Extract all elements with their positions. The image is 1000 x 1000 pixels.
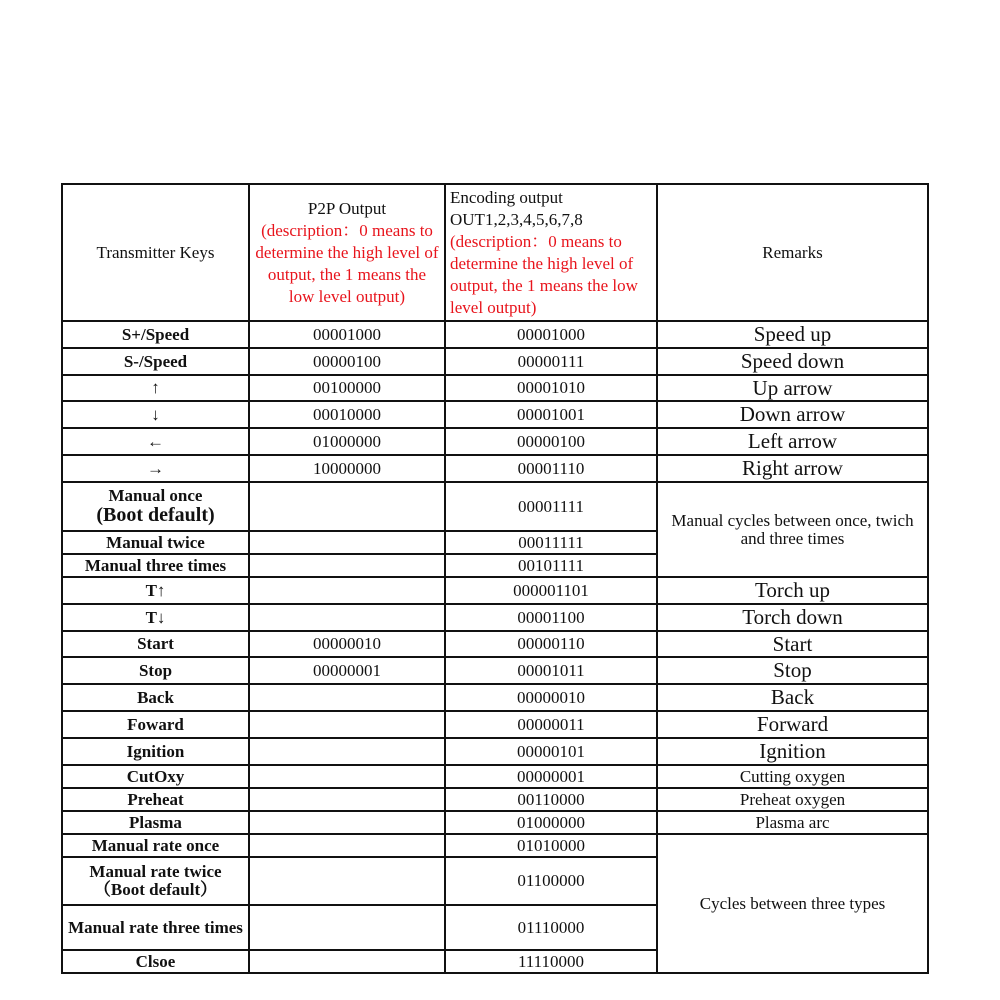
key-cell: S-/Speed [62,348,249,375]
encoding-output-cell: 00001001 [445,401,657,428]
key-cell: T↑ [62,577,249,604]
header-row [62,184,928,321]
encoding-output-cell: 01000000 [445,811,657,834]
p2p-output-cell [249,788,445,811]
key-cell: Manual three times [62,554,249,577]
encoding-description: (description：0 means to determine the high level of output, the 1 means the low level output) [450,231,638,317]
key-cell: T↓ [62,604,249,631]
remark-cell: Speed down [657,348,928,375]
remark-cell: Preheat oxygen [657,788,928,811]
encoding-output-cell: 00000111 [445,348,657,375]
key-cell: ↓ [62,401,249,428]
remark-cell: Start [657,631,928,657]
key-cell: ← [62,428,249,455]
table-row [62,711,928,738]
table-row [62,834,928,857]
remark-cell: Cutting oxygen [657,765,928,788]
header-keys: Transmitter Keys [62,184,249,321]
remark-cell: Left arrow [657,428,928,455]
p2p-output-cell: 10000000 [249,455,445,482]
key-cell: Foward [62,711,249,738]
encoding-output-cell: 00001000 [445,321,657,348]
encoding-output-cell: 00001010 [445,375,657,401]
p2p-output-cell: 01000000 [249,428,445,455]
p2p-output-cell [249,834,445,857]
header-p2p [249,184,445,321]
p2p-output-cell [249,531,445,554]
table-row [62,657,928,684]
remark-cell: Speed up [657,321,928,348]
key-label: Manual once [108,486,203,506]
p2p-title: P2P Output [307,198,387,218]
key-label: Manual rate twice [89,862,222,882]
encoding-output-cell: 00000100 [445,428,657,455]
remark-cell: Plasma arc [657,811,928,834]
key-sublabel: (Boot default) [96,503,215,526]
encoding-output-cell: 000001101 [445,577,657,604]
key-cell: CutOxy [62,765,249,788]
key-sublabel: （Boot default） [93,880,218,899]
p2p-output-cell [249,765,445,788]
table-row [62,631,928,657]
encoding-output-cell: 00000001 [445,765,657,788]
table-row [62,684,928,711]
encoding-output-cell: 00000010 [445,684,657,711]
key-cell: Manual rate three times [62,905,249,950]
table-row [62,577,928,604]
header-encoding [445,184,657,321]
remark-cell: Manual cycles between once, twich and three times [657,482,928,577]
key-cell: Preheat [62,788,249,811]
p2p-output-cell: 00000001 [249,657,445,684]
encoding-output-cell: 00000110 [445,631,657,657]
table-row [62,765,928,788]
key-cell [62,857,249,905]
header-remarks: Remarks [657,184,928,321]
remark-cell: Torch up [657,577,928,604]
key-code-table [61,183,929,974]
key-cell: ↑ [62,375,249,401]
table-row [62,811,928,834]
p2p-output-cell: 00100000 [249,375,445,401]
encoding-output-cell: 00110000 [445,788,657,811]
key-cell: Clsoe [62,950,249,973]
remark-cell: Up arrow [657,375,928,401]
p2p-output-cell [249,905,445,950]
p2p-output-cell [249,738,445,765]
table-row [62,428,928,455]
encoding-output-cell: 00001111 [445,482,657,531]
table-row [62,375,928,401]
key-cell: Manual twice [62,531,249,554]
p2p-description: (description：0 means to determine the high level of output, the 1 means the low level output) [255,220,439,306]
encoding-output-cell: 00011111 [445,531,657,554]
encoding-output-cell: 00000101 [445,738,657,765]
key-cell: Ignition [62,738,249,765]
p2p-output-cell: 00000010 [249,631,445,657]
table-row [62,482,928,531]
key-cell [62,482,249,531]
remark-cell: Cycles between three types [657,834,928,973]
table-row [62,455,928,482]
p2p-output-cell: 00000100 [249,348,445,375]
encoding-output-cell: 01110000 [445,905,657,950]
encoding-output-cell: 00001100 [445,604,657,631]
encoding-output-cell: 00001011 [445,657,657,684]
key-cell: Stop [62,657,249,684]
encoding-output-cell: 00101111 [445,554,657,577]
remark-cell: Right arrow [657,455,928,482]
p2p-output-cell [249,577,445,604]
p2p-output-cell [249,857,445,905]
table-row [62,788,928,811]
key-cell: Start [62,631,249,657]
p2p-output-cell: 00001000 [249,321,445,348]
table-row [62,401,928,428]
p2p-output-cell [249,950,445,973]
key-cell: Back [62,684,249,711]
p2p-output-cell [249,554,445,577]
table-row [62,348,928,375]
key-cell: → [62,455,249,482]
p2p-output-cell [249,811,445,834]
table-row [62,738,928,765]
encoding-title: Encoding output OUT1,2,3,4,5,6,7,8 [450,187,583,229]
remark-cell: Forward [657,711,928,738]
key-cell: Plasma [62,811,249,834]
encoding-output-cell: 01100000 [445,857,657,905]
remark-cell: Torch down [657,604,928,631]
encoding-output-cell: 11110000 [445,950,657,973]
encoding-output-cell: 00001110 [445,455,657,482]
encoding-output-cell: 01010000 [445,834,657,857]
p2p-output-cell [249,604,445,631]
p2p-output-cell: 00010000 [249,401,445,428]
key-cell: S+/Speed [62,321,249,348]
remark-cell: Ignition [657,738,928,765]
p2p-output-cell [249,482,445,531]
p2p-output-cell [249,711,445,738]
remark-cell: Down arrow [657,401,928,428]
table-row [62,604,928,631]
table-row [62,321,928,348]
key-cell: Manual rate once [62,834,249,857]
remark-cell: Back [657,684,928,711]
encoding-output-cell: 00000011 [445,711,657,738]
remark-cell: Stop [657,657,928,684]
p2p-output-cell [249,684,445,711]
